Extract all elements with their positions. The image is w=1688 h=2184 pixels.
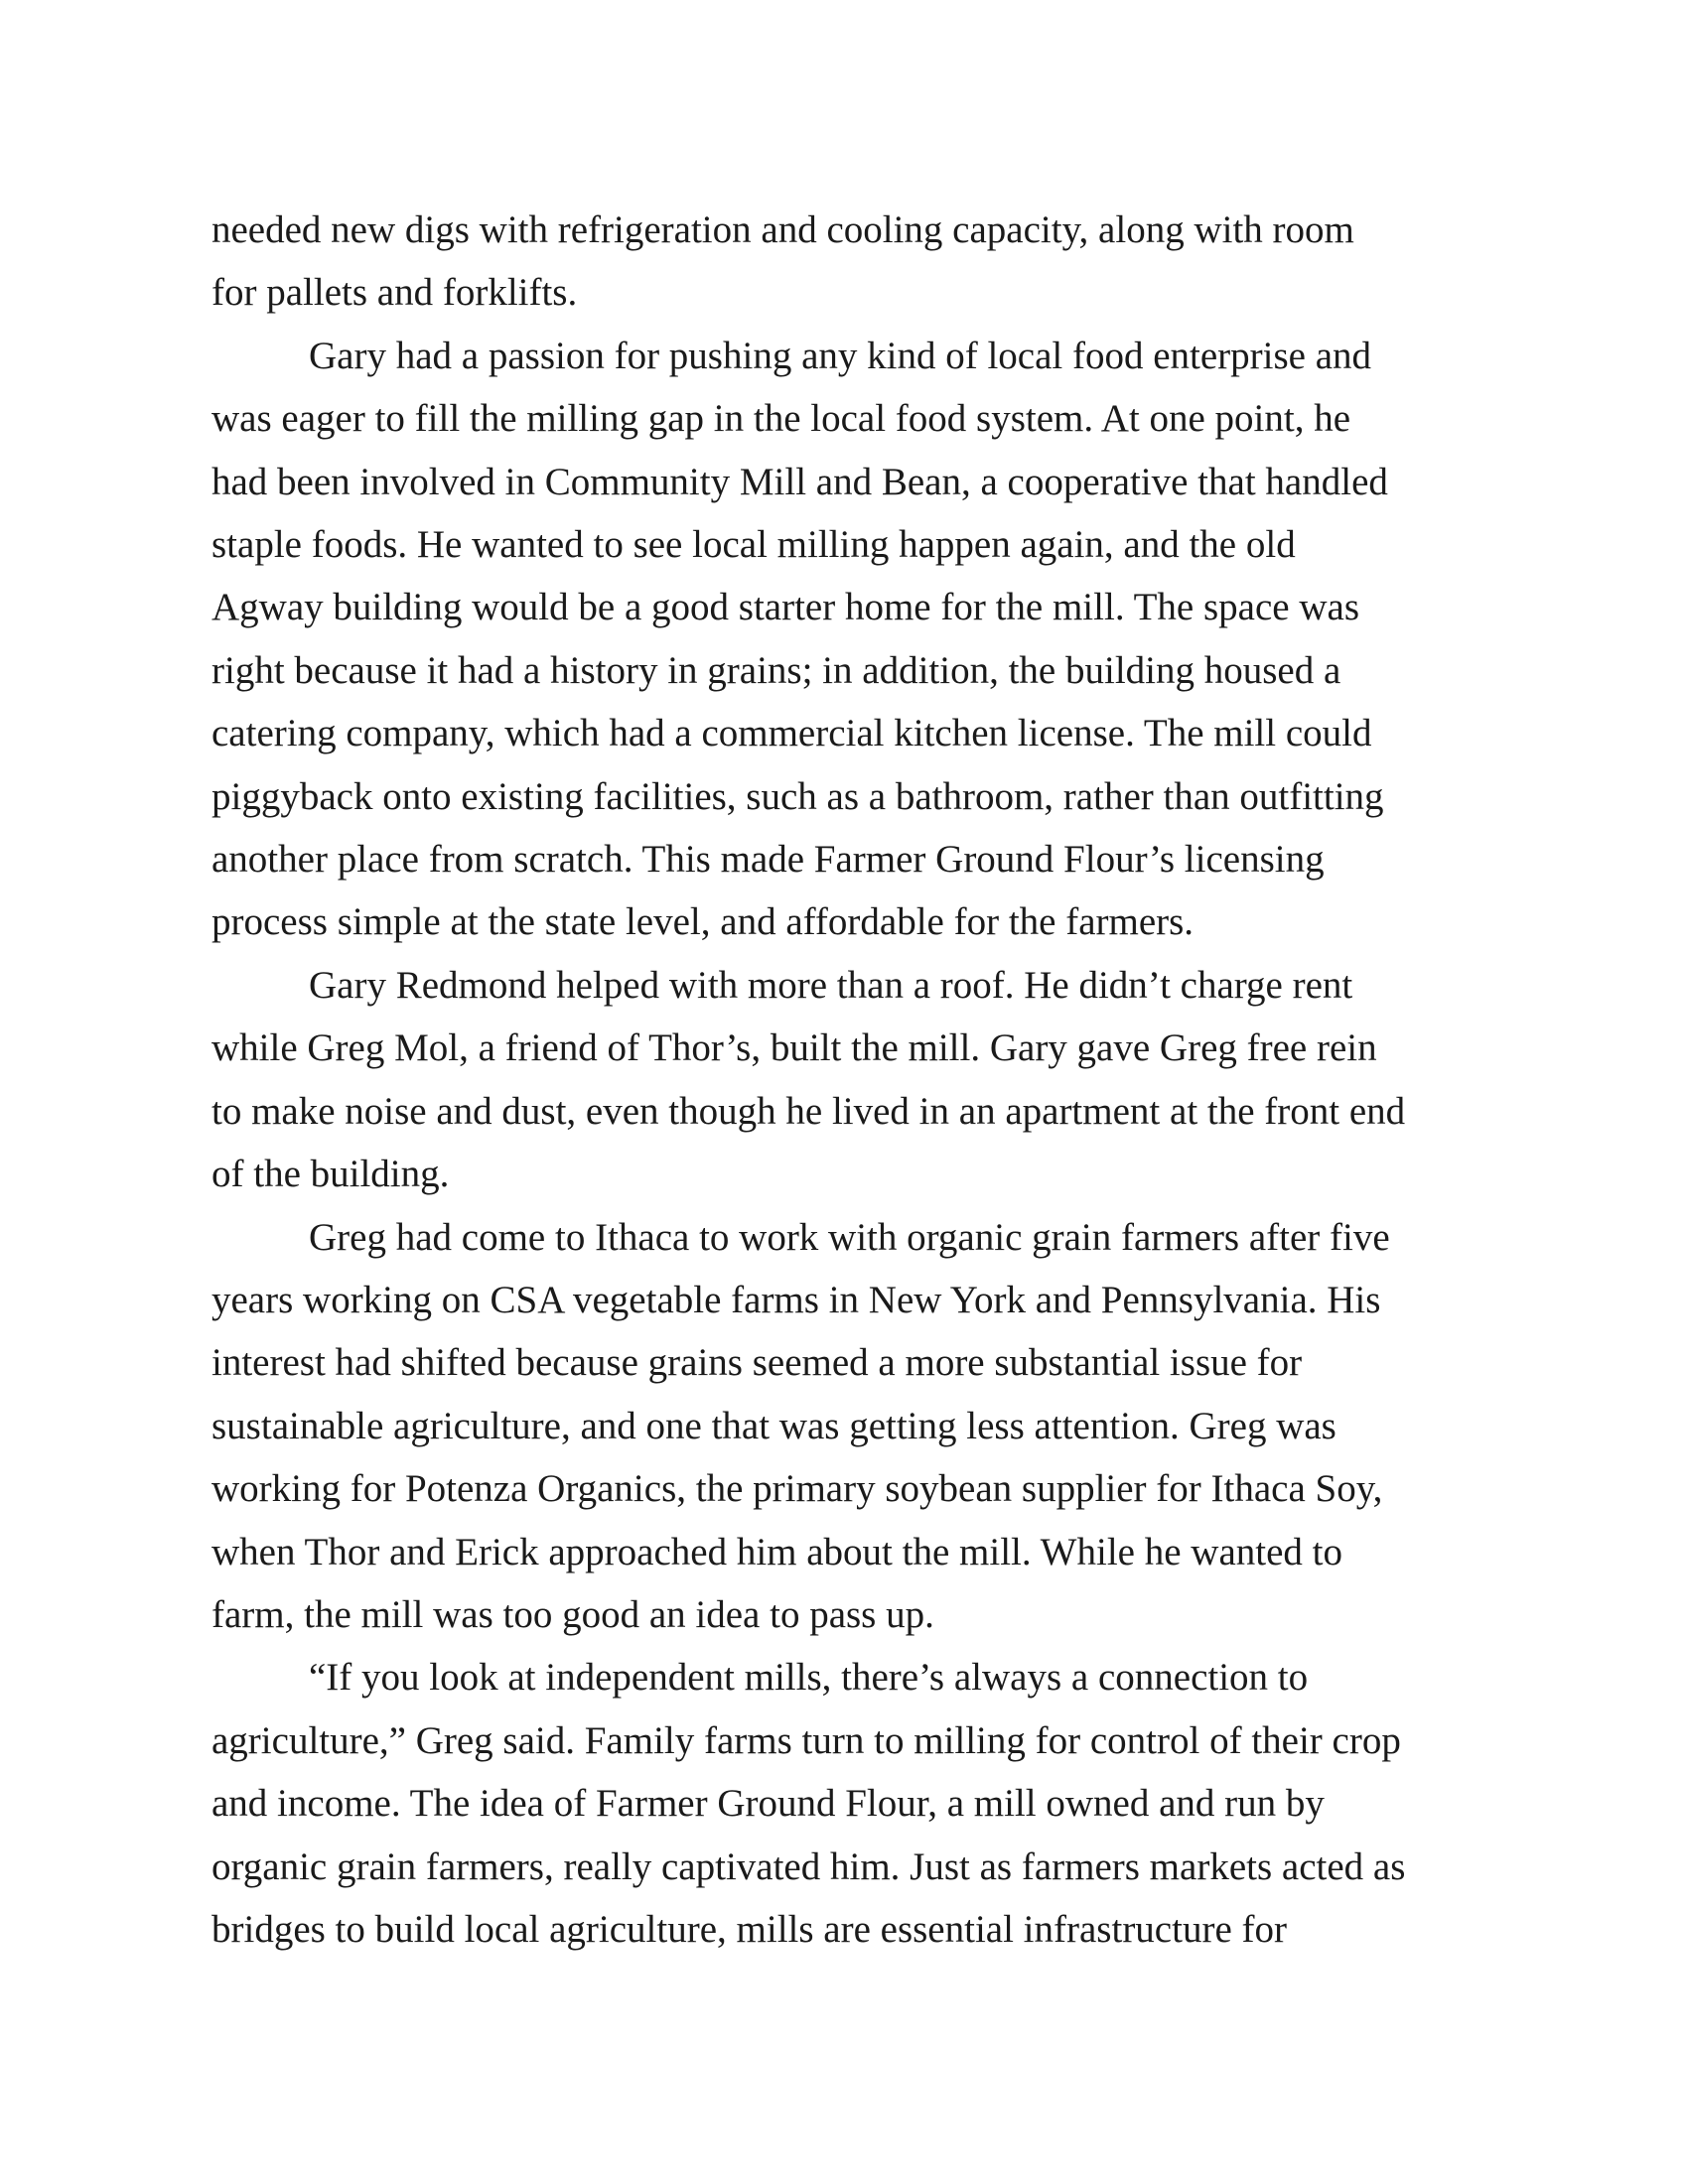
text-line: another place from scratch. This made Farmer Ground Flour’s licensing <box>211 838 1325 882</box>
text-line: working for Potenza Organics, the primary soybean supplier for Ithaca Soy, <box>211 1467 1383 1511</box>
text-line: Greg had come to Ithaca to work with organic grain farmers after five <box>309 1215 1390 1259</box>
text-line: years working on CSA vegetable farms in New York and Pennsylvania. His <box>211 1278 1381 1321</box>
paragraph-1 <box>211 199 1492 325</box>
body-text <box>211 199 1492 1961</box>
text-line: Agway building would be a good starter home for the mill. The space was <box>211 586 1360 629</box>
text-line: to make noise and dust, even though he lived in an apartment at the front end <box>211 1089 1406 1133</box>
text-line: “If you look at independent mills, there’s always a connection to <box>309 1656 1309 1700</box>
text-line: when Thor and Erick approached him about the mill. While he wanted to <box>211 1530 1342 1573</box>
text-line: and income. The idea of Farmer Ground Flour, a mill owned and run by <box>211 1782 1325 1826</box>
text-line: right because it had a history in grains; in addition, the building housed a <box>211 648 1341 692</box>
text-line: staple foods. He wanted to see local milling happen again, and the old <box>211 523 1296 567</box>
text-line: needed new digs with refrigeration and cooling capacity, along with room <box>211 208 1354 251</box>
text-line: process simple at the state level, and affordable for the farmers. <box>211 900 1195 944</box>
paragraph-3 <box>211 954 1492 1206</box>
text-line: catering company, which had a commercial kitchen license. The mill could <box>211 712 1372 755</box>
text-line: Gary Redmond helped with more than a roof. He didn’t charge rent <box>309 963 1353 1007</box>
paragraph-5 <box>211 1646 1492 1961</box>
text-line: bridges to build local agriculture, mills are essential infrastructure for <box>211 1907 1287 1951</box>
text-line: was eager to fill the milling gap in the local food system. At one point, he <box>211 397 1351 441</box>
text-line: while Greg Mol, a friend of Thor’s, built the mill. Gary gave Greg free rein <box>211 1026 1377 1070</box>
text-line: sustainable agriculture, and one that was getting less attention. Greg was <box>211 1404 1336 1447</box>
text-line: for pallets and forklifts. <box>211 271 578 315</box>
paragraph-2 <box>211 325 1492 954</box>
text-line: organic grain farmers, really captivated him. Just as farmers markets acted as <box>211 1844 1406 1888</box>
text-line: piggyback onto existing facilities, such as a bathroom, rather than outfitting <box>211 774 1384 818</box>
text-line: farm, the mill was too good an idea to pass up. <box>211 1592 934 1636</box>
text-line: agriculture,” Greg said. Family farms turn to milling for control of their crop <box>211 1718 1401 1762</box>
text-line: had been involved in Community Mill and Bean, a cooperative that handled <box>211 460 1388 503</box>
text-line: of the building. <box>211 1153 450 1196</box>
text-line: interest had shifted because grains seemed a more substantial issue for <box>211 1341 1303 1385</box>
text-line: Gary had a passion for pushing any kind of local food enterprise and <box>309 334 1372 377</box>
paragraph-4 <box>211 1206 1492 1647</box>
